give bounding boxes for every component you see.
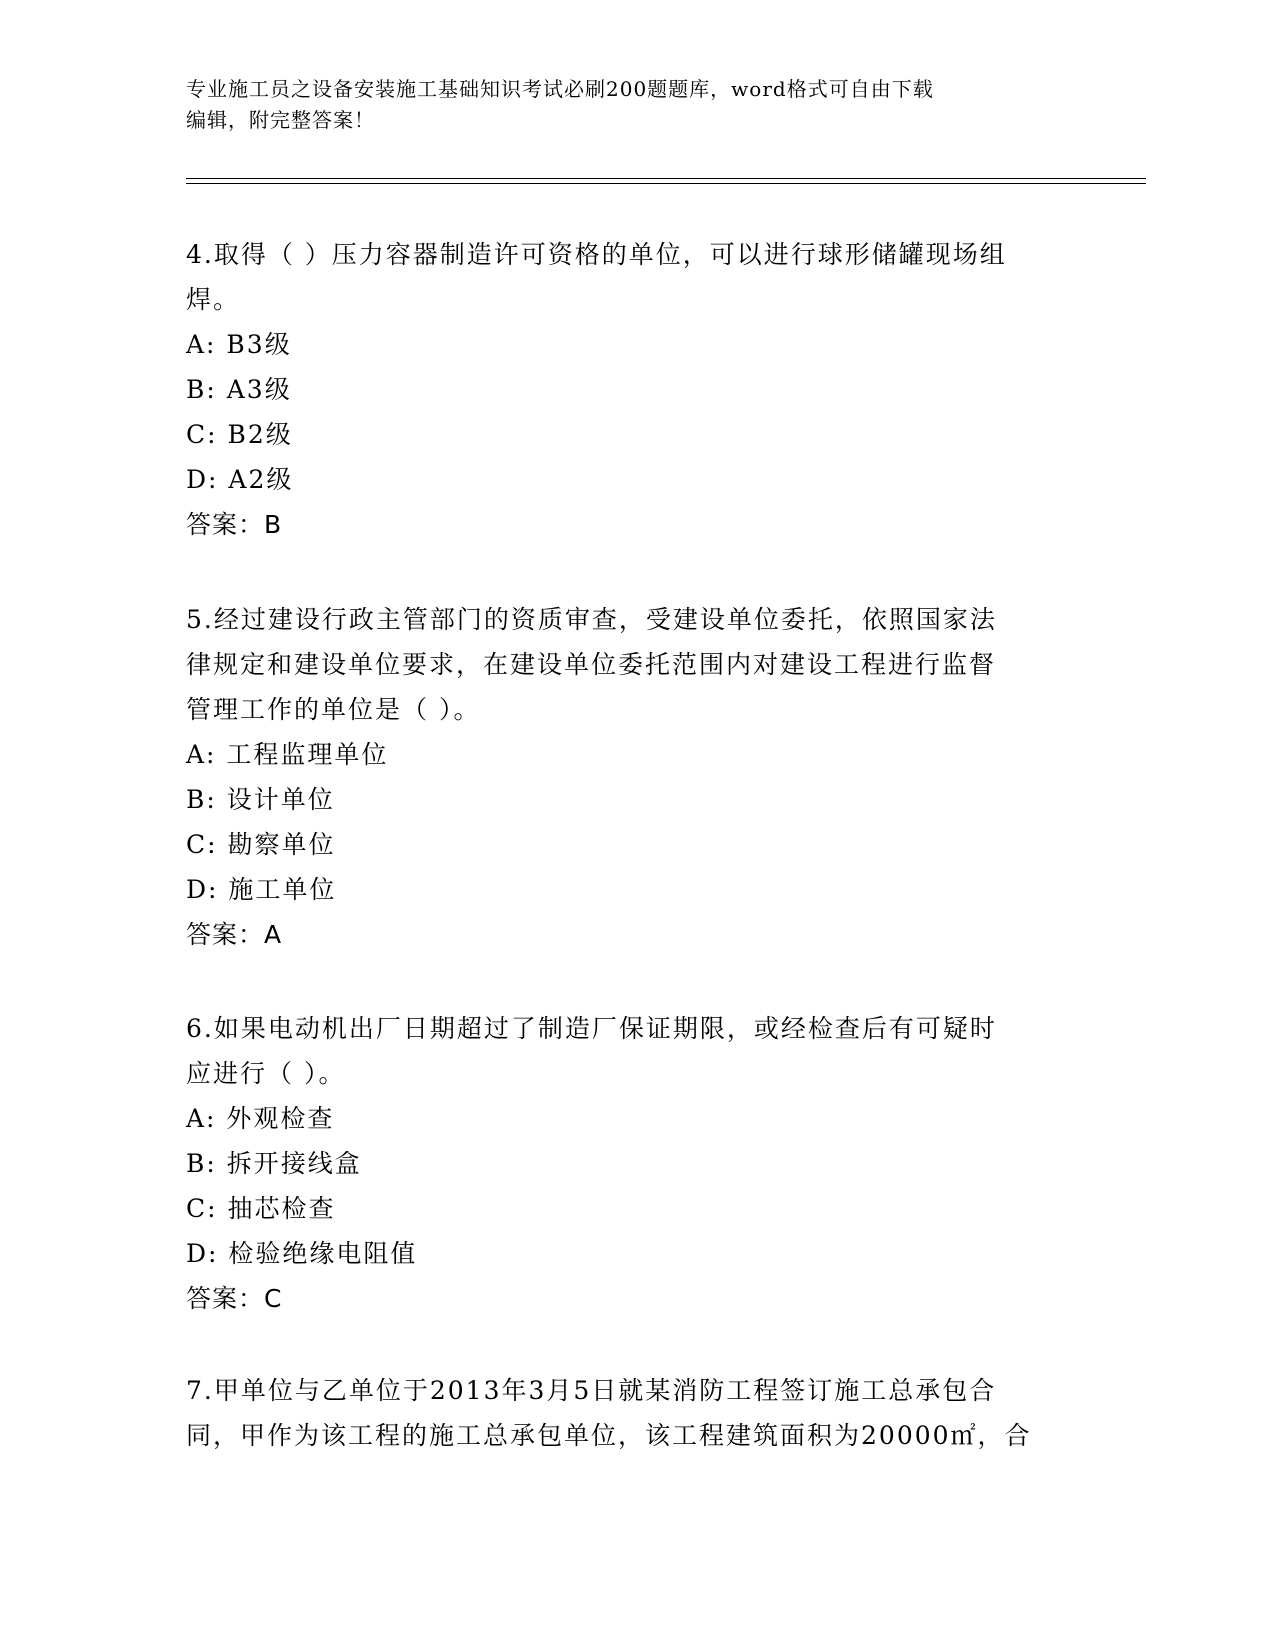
question-6 [186,1006,1076,1321]
stem-line: 4.取得（ ）压力容器制造许可资格的单位，可以进行球形储罐现场组 [186,240,1007,269]
header-divider-top [186,178,1146,179]
stem-line: 5.经过建设行政主管部门的资质审查，受建设单位委托，依照国家法 [186,605,997,634]
option-b: B: 拆开接线盒 [186,1149,362,1178]
header-divider-bottom [186,183,1146,184]
option-c: C: B2级 [186,420,293,449]
header-line-2: 编辑，附完整答案！ [186,108,375,132]
document-header [186,74,1066,136]
stem-line: 律规定和建设单位要求，在建设单位委托范围内对建设工程进行监督 [186,650,997,679]
stem-line: 管理工作的单位是（ ）。 [186,695,481,724]
option-a: A: B3级 [186,330,292,359]
option-a: A: 工程监理单位 [186,740,389,769]
option-d: D: 检验绝缘电阻值 [186,1239,418,1268]
answer: 答案：B [186,510,283,539]
answer: 答案：A [186,920,283,949]
header-line-1: 专业施工员之设备安装施工基础知识考试必刷200题题库，word格式可自由下载 [186,77,934,101]
stem-line: 焊。 [186,285,241,314]
question-stem [186,1368,1076,1458]
option-a: A: 外观检查 [186,1104,335,1133]
question-stem [186,1006,1076,1096]
answer: 答案：C [186,1284,283,1313]
option-d: D: 施工单位 [186,875,337,904]
question-4 [186,232,1076,547]
option-c: C: 抽芯检查 [186,1194,336,1223]
question-5 [186,597,1076,957]
question-stem [186,597,1076,732]
question-7 [186,1368,1076,1458]
stem-line: 6.如果电动机出厂日期超过了制造厂保证期限，或经检查后有可疑时 [186,1014,997,1043]
stem-line: 应进行（ ）。 [186,1059,346,1088]
stem-line: 同，甲作为该工程的施工总承包单位，该工程建筑面积为20000㎡，合 [186,1421,1032,1450]
stem-line: 7.甲单位与乙单位于2013年3月5日就某消防工程签订施工总承包合 [186,1376,997,1405]
option-c: C: 勘察单位 [186,830,336,859]
option-b: B: A3级 [186,375,292,404]
option-b: B: 设计单位 [186,785,335,814]
question-stem [186,232,1076,322]
option-d: D: A2级 [186,465,294,494]
